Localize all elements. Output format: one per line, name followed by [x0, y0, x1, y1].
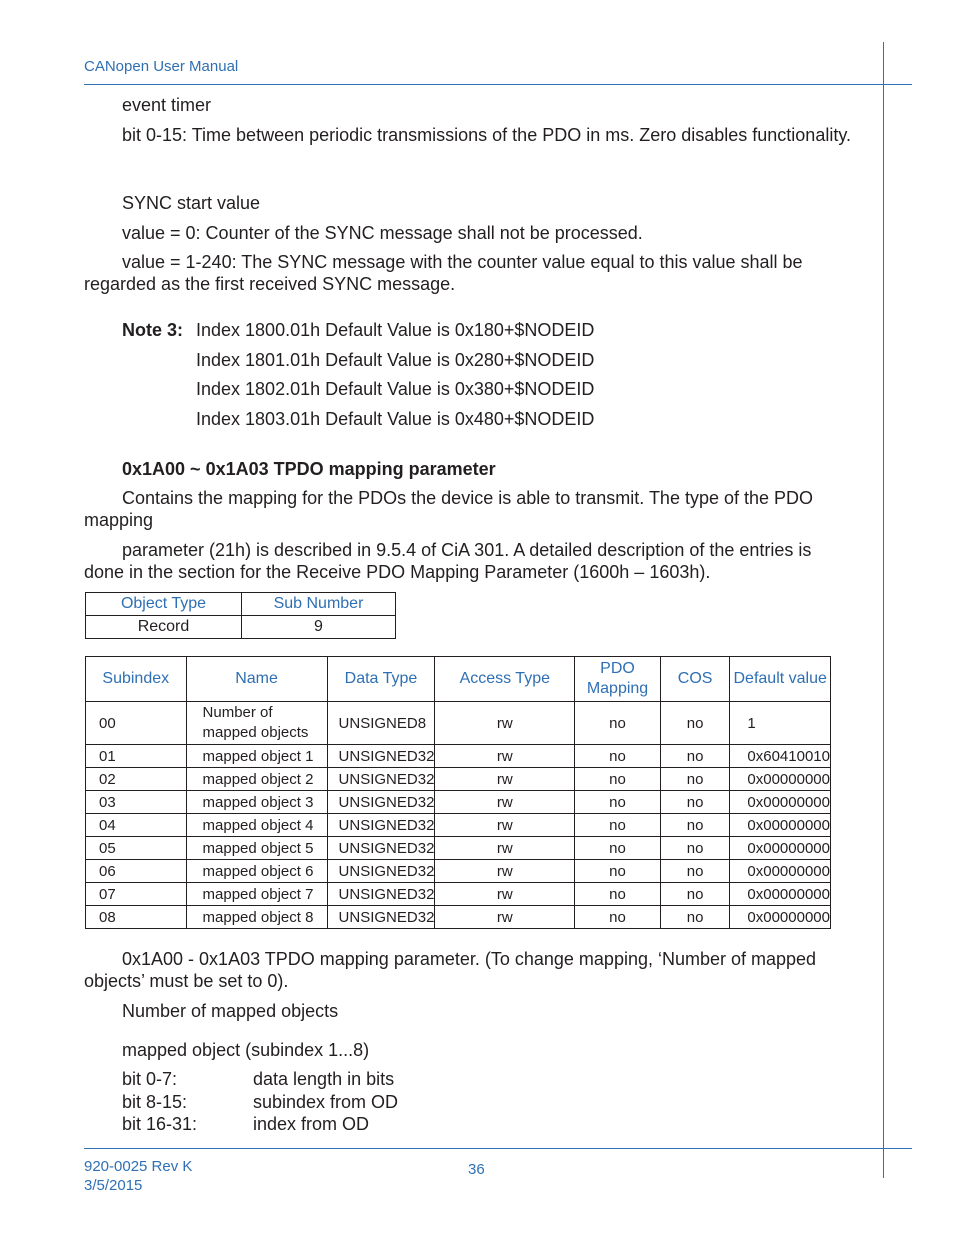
cell-default: 0x00000000: [730, 837, 831, 860]
cell-pdo: no: [575, 860, 661, 883]
cell-data-type: UNSIGNED32: [327, 906, 435, 929]
cell-pdo: no: [575, 791, 661, 814]
cell-data-type: UNSIGNED32: [327, 745, 435, 768]
cell-data-type: UNSIGNED8: [327, 702, 435, 745]
header-title: CANopen User Manual: [84, 58, 239, 75]
cell-access: rw: [435, 860, 575, 883]
cell-name: mapped object 1: [186, 745, 327, 768]
cell-pdo: no: [575, 745, 661, 768]
bit-range: bit 16-31:: [122, 1114, 198, 1134]
sync-zero-paragraph: value = 0: Counter of the SYNC message shall not be processed.: [122, 223, 643, 243]
cell-data-type: UNSIGNED32: [327, 837, 435, 860]
cell-access: rw: [435, 906, 575, 929]
cell-access: rw: [435, 768, 575, 791]
mapping-table: [85, 656, 831, 929]
sync-range-paragraph: value = 1-240: The SYNC message with the counter value equal to this value shall be regarded as the first received SYNC message.: [84, 252, 803, 294]
cell-default: 0x60410010: [730, 745, 831, 768]
cell-subindex: 00: [86, 702, 187, 745]
bit-row: [122, 1113, 369, 1135]
cell-name: mapped object 8: [186, 906, 327, 929]
cell-name: mapped object 5: [186, 837, 327, 860]
bit-range: bit 8-15:: [122, 1092, 188, 1112]
col-default-value: Default value: [730, 657, 831, 702]
col-data-type: Data Type: [327, 657, 435, 702]
cell-pdo: no: [575, 768, 661, 791]
cell-data-type: UNSIGNED32: [327, 814, 435, 837]
cell-cos: no: [660, 883, 730, 906]
table-row: [86, 860, 831, 883]
object-type-table: [85, 592, 396, 639]
note-line: Index 1801.01h Default Value is 0x280+$NODEID: [196, 350, 595, 370]
bit-desc: data length in bits: [253, 1069, 395, 1089]
cell-cos: no: [660, 768, 730, 791]
bit-0-15-paragraph: bit 0-15: Time between periodic transmissions of the PDO in ms. Zero disables functionality.: [122, 125, 851, 145]
cell-access: rw: [435, 745, 575, 768]
cell-subindex: 04: [86, 814, 187, 837]
cell-subindex: 07: [86, 883, 187, 906]
cell-name: [186, 702, 327, 745]
cell-subindex: 06: [86, 860, 187, 883]
cell-cos: no: [660, 860, 730, 883]
cell-access: rw: [435, 883, 575, 906]
table-row: [86, 837, 831, 860]
col-access-type: Access Type: [435, 657, 575, 702]
cell-cos: no: [660, 837, 730, 860]
cell-cos: no: [660, 814, 730, 837]
col-subindex: Subindex: [86, 657, 187, 702]
cell-subindex: 02: [86, 768, 187, 791]
cell-name: mapped object 2: [186, 768, 327, 791]
sub-number-value: 9: [242, 616, 396, 639]
object-type-header: Object Type: [86, 593, 242, 616]
footer-page-number: 36: [468, 1161, 485, 1178]
cell-access: rw: [435, 702, 575, 745]
sub-number-header: Sub Number: [242, 593, 396, 616]
note-line: Index 1802.01h Default Value is 0x380+$NODEID: [196, 379, 595, 399]
table-row: [86, 883, 831, 906]
object-type-value: Record: [86, 616, 242, 639]
note-line: Index 1803.01h Default Value is 0x480+$NODEID: [196, 409, 595, 429]
cell-default: 0x00000000: [730, 791, 831, 814]
table-row: [86, 768, 831, 791]
cell-subindex: 05: [86, 837, 187, 860]
cell-name-line1: Number of: [202, 704, 273, 721]
margin-line-vertical: [883, 42, 884, 1178]
cell-cos: no: [660, 702, 730, 745]
col-pdo-line1: PDO: [600, 660, 635, 677]
cell-default: 0x00000000: [730, 906, 831, 929]
cell-pdo: no: [575, 906, 661, 929]
cell-subindex: 01: [86, 745, 187, 768]
cell-default: 0x00000000: [730, 883, 831, 906]
cell-name: mapped object 7: [186, 883, 327, 906]
footer-doc-number: 920-0025 Rev K: [84, 1158, 193, 1175]
bit-row: [122, 1068, 394, 1090]
table-row: [86, 745, 831, 768]
col-pdo-line2: Mapping: [586, 680, 649, 697]
table-row: [86, 702, 831, 745]
table-row: [86, 906, 831, 929]
cell-subindex: 08: [86, 906, 187, 929]
cell-data-type: UNSIGNED32: [327, 860, 435, 883]
note-line: Index 1800.01h Default Value is 0x180+$NODEID: [196, 320, 595, 340]
col-name: Name: [186, 657, 327, 702]
cell-pdo: no: [575, 883, 661, 906]
cell-name-line2: mapped objects: [202, 724, 309, 741]
section-title: 0x1A00 ~ 0x1A03 TPDO mapping parameter: [122, 459, 496, 479]
cell-access: rw: [435, 791, 575, 814]
cell-subindex: 03: [86, 791, 187, 814]
cell-default: 0x00000000: [730, 768, 831, 791]
note-label: Note 3:: [122, 320, 184, 340]
cell-name: mapped object 4: [186, 814, 327, 837]
table-caption: 0x1A00 - 0x1A03 TPDO mapping parameter. (To change mapping, ‘Number of mapped objects’ must be set to 0).: [84, 949, 817, 991]
bit-desc: index from OD: [253, 1114, 370, 1134]
sync-start-heading: SYNC start value: [122, 193, 261, 213]
header-rule: [84, 84, 912, 85]
cell-data-type: UNSIGNED32: [327, 883, 435, 906]
cell-cos: no: [660, 745, 730, 768]
cell-pdo: no: [575, 814, 661, 837]
bit-range: bit 0-7:: [122, 1069, 178, 1089]
cell-cos: no: [660, 791, 730, 814]
section-paragraph-2: parameter (21h) is described in 9.5.4 of CiA 301. A detailed description of the entries is done in the section for the Receive PDO Mapping Parameter (1600h – 1603h).: [84, 540, 812, 582]
event-timer-heading: event timer: [122, 95, 212, 115]
footer-date: 3/5/2015: [84, 1177, 143, 1194]
cell-name: mapped object 3: [186, 791, 327, 814]
cell-pdo: no: [575, 702, 661, 745]
footer-rule: [84, 1148, 912, 1149]
cell-cos: no: [660, 906, 730, 929]
section-paragraph-1: Contains the mapping for the PDOs the device is able to transmit. The type of the PDO mapping: [84, 488, 814, 530]
col-pdo-mapping: [575, 657, 661, 702]
cell-access: rw: [435, 814, 575, 837]
cell-pdo: no: [575, 837, 661, 860]
cell-access: rw: [435, 837, 575, 860]
table-header-row: [86, 657, 831, 702]
bit-row: [122, 1091, 398, 1113]
col-cos: COS: [660, 657, 730, 702]
mapped-object-heading: mapped object (subindex 1...8): [122, 1040, 370, 1060]
table-row: [86, 814, 831, 837]
cell-name: mapped object 6: [186, 860, 327, 883]
cell-default: 0x00000000: [730, 814, 831, 837]
cell-data-type: UNSIGNED32: [327, 768, 435, 791]
cell-data-type: UNSIGNED32: [327, 791, 435, 814]
cell-default: 1: [730, 702, 831, 745]
number-mapped-heading: Number of mapped objects: [122, 1001, 339, 1021]
bit-desc: subindex from OD: [253, 1092, 399, 1112]
table-row: [86, 791, 831, 814]
cell-default: 0x00000000: [730, 860, 831, 883]
